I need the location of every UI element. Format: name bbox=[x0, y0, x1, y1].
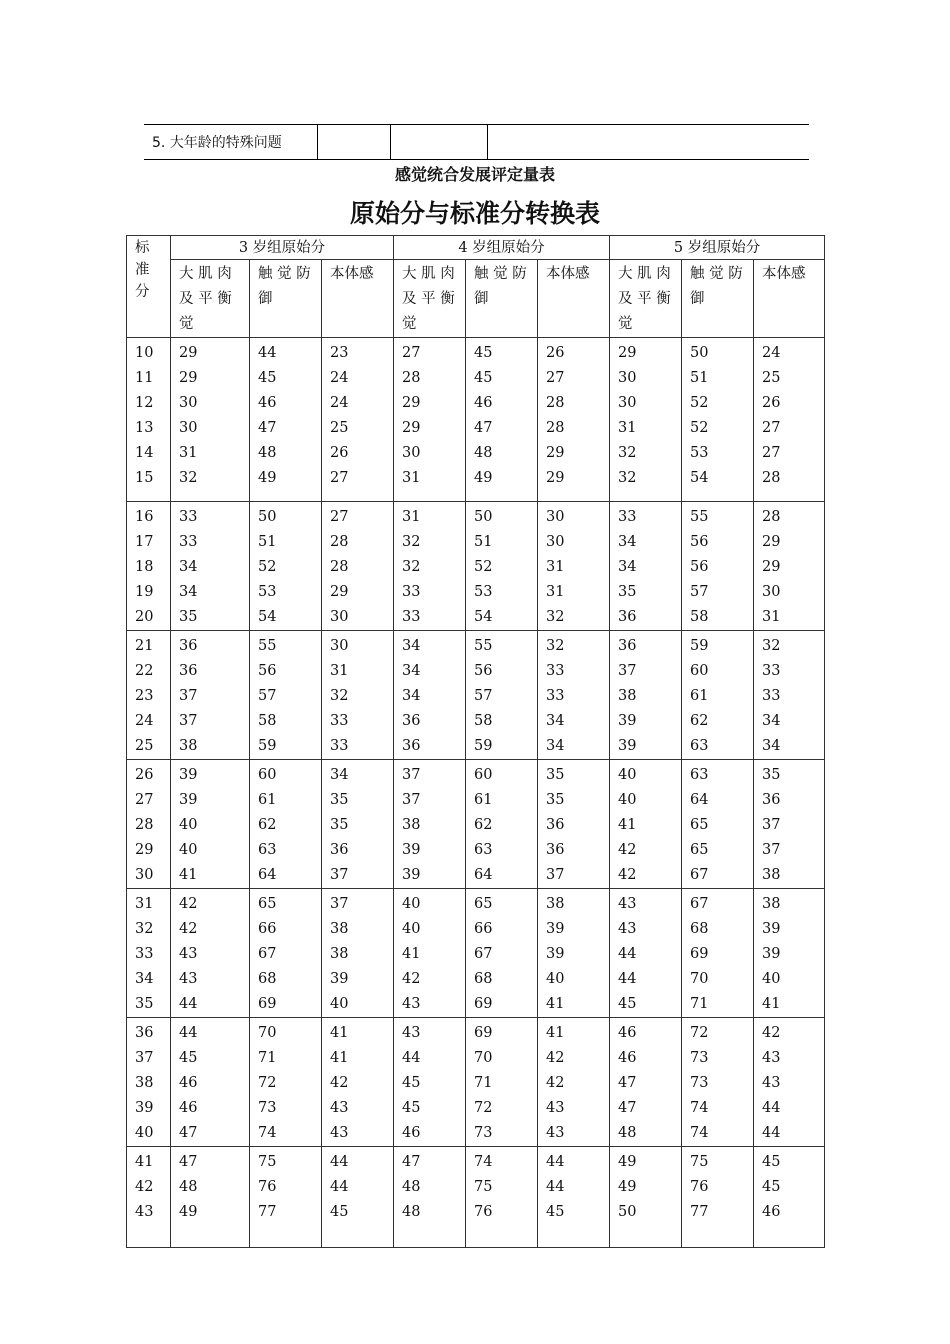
standard-score-cell: 21 22 23 24 25 bbox=[127, 631, 171, 760]
top-row-label: 5. 大年龄的特殊问题 bbox=[144, 125, 318, 159]
raw-score-cell: 34 35 35 36 37 bbox=[322, 760, 394, 889]
raw-score-cell: 29 29 30 30 31 32 bbox=[171, 338, 250, 502]
raw-score-cell: 60 61 62 63 64 bbox=[466, 760, 538, 889]
raw-score-cell: 74 75 76 bbox=[466, 1147, 538, 1248]
standard-score-cell: 41 42 43 bbox=[127, 1147, 171, 1248]
standard-score-cell: 26 27 28 29 30 bbox=[127, 760, 171, 889]
raw-score-cell: 36 37 38 39 39 bbox=[610, 631, 682, 760]
header-standard-score: 标 准 分 bbox=[127, 236, 171, 338]
raw-score-cell: 50 51 52 52 53 54 bbox=[682, 338, 754, 502]
header-4yr-gross-motor: 大 肌 肉 及 平 衡 觉 bbox=[394, 260, 466, 338]
table-row bbox=[127, 1018, 825, 1147]
raw-score-cell: 37 38 38 39 40 bbox=[322, 889, 394, 1018]
raw-score-cell: 35 35 36 36 37 bbox=[538, 760, 610, 889]
raw-score-cell: 38 39 39 40 41 bbox=[754, 889, 825, 1018]
raw-score-cell: 44 45 46 47 48 49 bbox=[250, 338, 322, 502]
table-row bbox=[127, 760, 825, 889]
raw-score-cell: 47 48 48 bbox=[394, 1147, 466, 1248]
raw-score-cell: 59 60 61 62 63 bbox=[682, 631, 754, 760]
header-3yr-tactile: 触 觉 防 御 bbox=[250, 260, 322, 338]
raw-score-cell: 42 43 43 44 44 bbox=[754, 1018, 825, 1147]
raw-score-cell: 41 42 42 43 43 bbox=[538, 1018, 610, 1147]
raw-score-cell: 38 39 39 40 41 bbox=[538, 889, 610, 1018]
header-5yr-tactile: 触 觉 防 御 bbox=[682, 260, 754, 338]
raw-score-cell: 72 73 73 74 74 bbox=[682, 1018, 754, 1147]
raw-score-cell: 35 36 37 37 38 bbox=[754, 760, 825, 889]
header-3yr-proprioception: 本体感 bbox=[322, 260, 394, 338]
raw-score-cell: 31 32 32 33 33 bbox=[394, 502, 466, 631]
header-4yr-tactile: 触 觉 防 御 bbox=[466, 260, 538, 338]
raw-score-cell: 55 56 56 57 58 bbox=[682, 502, 754, 631]
table-row bbox=[127, 502, 825, 631]
raw-score-cell: 34 34 34 36 36 bbox=[394, 631, 466, 760]
raw-score-cell: 23 24 24 25 26 27 bbox=[322, 338, 394, 502]
raw-score-cell: 40 40 41 42 43 bbox=[394, 889, 466, 1018]
raw-score-cell: 44 44 45 bbox=[538, 1147, 610, 1248]
raw-score-cell: 50 51 52 53 54 bbox=[250, 502, 322, 631]
raw-score-cell: 70 71 72 73 74 bbox=[250, 1018, 322, 1147]
raw-score-cell: 27 28 28 29 30 bbox=[322, 502, 394, 631]
raw-score-cell: 43 43 44 44 45 bbox=[610, 889, 682, 1018]
document-subtitle: 感觉统合发展评定量表 bbox=[394, 165, 555, 184]
raw-score-cell: 40 40 41 42 42 bbox=[610, 760, 682, 889]
raw-score-cell: 55 56 57 58 59 bbox=[466, 631, 538, 760]
raw-score-cell: 33 34 34 35 36 bbox=[610, 502, 682, 631]
document-title: 原始分与标准分转换表 bbox=[349, 199, 600, 228]
raw-score-cell: 75 76 77 bbox=[682, 1147, 754, 1248]
table-row bbox=[127, 889, 825, 1018]
standard-score-cell: 10 11 12 13 14 15 bbox=[127, 338, 171, 502]
raw-score-cell: 65 66 67 68 69 bbox=[250, 889, 322, 1018]
raw-score-cell: 26 27 28 28 29 29 bbox=[538, 338, 610, 502]
header-4yr-proprioception: 本体感 bbox=[538, 260, 610, 338]
raw-score-cell: 37 37 38 39 39 bbox=[394, 760, 466, 889]
previous-page-table-row bbox=[144, 124, 809, 160]
raw-score-cell: 45 45 46 47 48 49 bbox=[466, 338, 538, 502]
conversion-table bbox=[126, 235, 825, 1248]
top-row-cell-2 bbox=[318, 125, 391, 159]
header-group-3yr: 3 岁组原始分 bbox=[171, 236, 394, 260]
raw-score-cell: 39 39 40 40 41 bbox=[171, 760, 250, 889]
raw-score-cell: 27 28 29 29 30 31 bbox=[394, 338, 466, 502]
table-row bbox=[127, 1147, 825, 1248]
header-5yr-proprioception: 本体感 bbox=[754, 260, 825, 338]
raw-score-cell: 30 31 32 33 33 bbox=[322, 631, 394, 760]
raw-score-cell: 43 44 45 45 46 bbox=[394, 1018, 466, 1147]
table-row bbox=[127, 338, 825, 502]
raw-score-cell: 60 61 62 63 64 bbox=[250, 760, 322, 889]
top-row-cell-3 bbox=[391, 125, 488, 159]
raw-score-cell: 33 33 34 34 35 bbox=[171, 502, 250, 631]
header-3yr-gross-motor: 大 肌 肉 及 平 衡 觉 bbox=[171, 260, 250, 338]
raw-score-cell: 28 29 29 30 31 bbox=[754, 502, 825, 631]
raw-score-cell: 47 48 49 bbox=[171, 1147, 250, 1248]
standard-score-cell: 36 37 38 39 40 bbox=[127, 1018, 171, 1147]
raw-score-cell: 24 25 26 27 27 28 bbox=[754, 338, 825, 502]
raw-score-cell: 55 56 57 58 59 bbox=[250, 631, 322, 760]
table-row bbox=[127, 631, 825, 760]
raw-score-cell: 30 30 31 31 32 bbox=[538, 502, 610, 631]
raw-score-cell: 45 45 46 bbox=[754, 1147, 825, 1248]
raw-score-cell: 69 70 71 72 73 bbox=[466, 1018, 538, 1147]
raw-score-cell: 29 30 30 31 32 32 bbox=[610, 338, 682, 502]
raw-score-cell: 75 76 77 bbox=[250, 1147, 322, 1248]
raw-score-cell: 44 44 45 bbox=[322, 1147, 394, 1248]
raw-score-cell: 32 33 33 34 34 bbox=[538, 631, 610, 760]
header-group-4yr: 4 岁组原始分 bbox=[394, 236, 610, 260]
raw-score-cell: 32 33 33 34 34 bbox=[754, 631, 825, 760]
standard-score-cell: 16 17 18 19 20 bbox=[127, 502, 171, 631]
raw-score-cell: 65 66 67 68 69 bbox=[466, 889, 538, 1018]
raw-score-cell: 63 64 65 65 67 bbox=[682, 760, 754, 889]
raw-score-cell: 36 36 37 37 38 bbox=[171, 631, 250, 760]
raw-score-cell: 67 68 69 70 71 bbox=[682, 889, 754, 1018]
header-5yr-gross-motor: 大 肌 肉 及 平 衡 觉 bbox=[610, 260, 682, 338]
raw-score-cell: 44 45 46 46 47 bbox=[171, 1018, 250, 1147]
raw-score-cell: 49 49 50 bbox=[610, 1147, 682, 1248]
raw-score-cell: 42 42 43 43 44 bbox=[171, 889, 250, 1018]
header-group-5yr: 5 岁组原始分 bbox=[610, 236, 825, 260]
raw-score-cell: 46 46 47 47 48 bbox=[610, 1018, 682, 1147]
top-row-cell-4 bbox=[488, 125, 809, 159]
raw-score-cell: 41 41 42 43 43 bbox=[322, 1018, 394, 1147]
standard-score-cell: 31 32 33 34 35 bbox=[127, 889, 171, 1018]
raw-score-cell: 50 51 52 53 54 bbox=[466, 502, 538, 631]
